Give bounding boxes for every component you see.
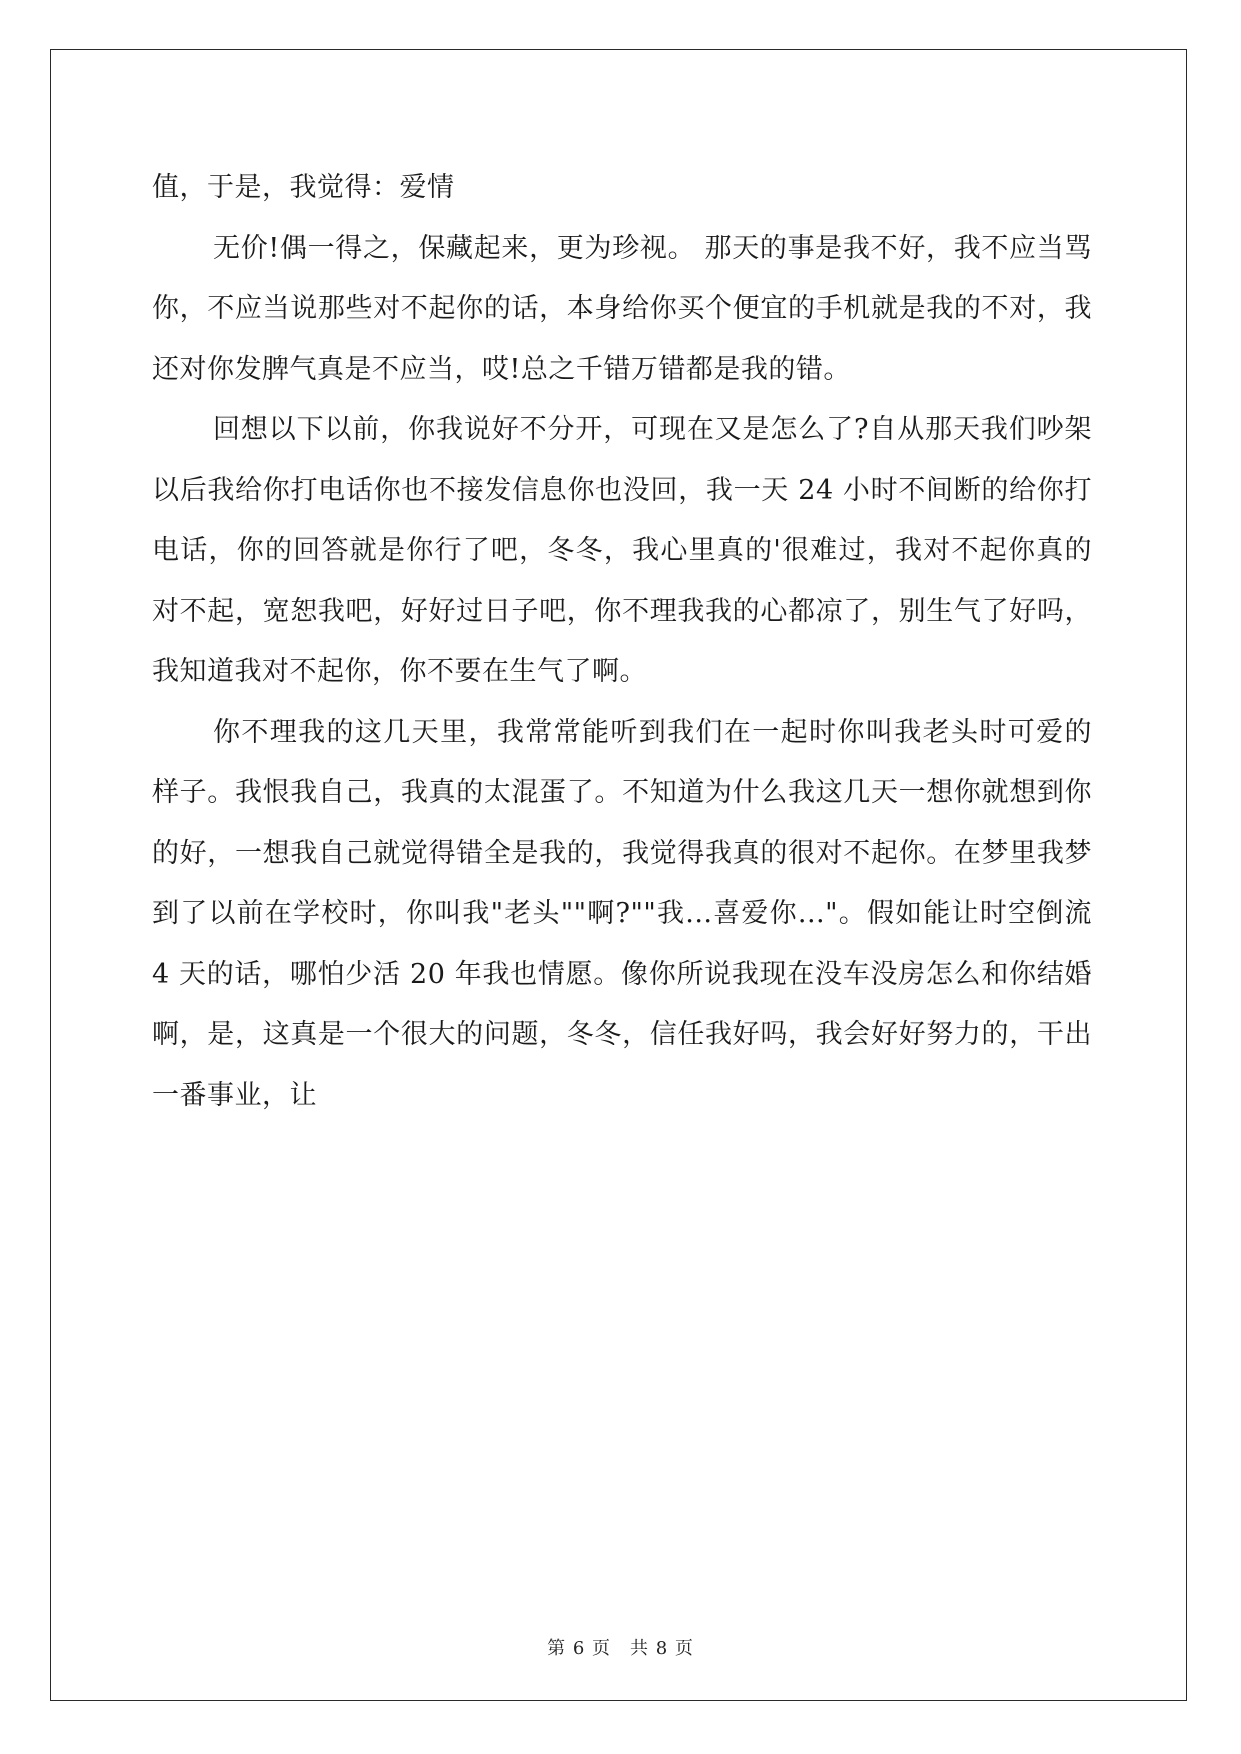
paragraph: 无价!偶一得之，保藏起来，更为珍视。 那天的事是我不好，我不应当骂你，不应当说那些对不起你的话，本身给你买个便宜的手机就是我的不对，我还对你发脾气真是不应当，哎!总之千错万错都是我的错。 <box>152 232 1092 385</box>
paragraph: 回想以下以前，你我说好不分开，可现在又是怎么了?自从那天我们吵架以后我给你打电话你也不接发信息你也没回，我一天 24 小时不间断的给你打电话，你的回答就是你行了吧，冬冬，我心里真的'很难过，我对不起你真的对不起，宽恕我吧，好好过日子吧，你不理我我的心都凉了，别生气了好吗，我知道我对不起你，你不要在生气了啊。 <box>152 414 1092 687</box>
document-body <box>152 158 1092 1126</box>
paragraph: 你不理我的这几天里，我常常能听到我们在一起时你叫我老头时可爱的样子。我恨我自己，我真的太混蛋了。不知道为什么我这几天一想你就想到你的好，一想我自己就觉得错全是我的，我觉得我真的很对不起你。在梦里我梦到了以前在学校时，你叫我"老头""啊?""我...喜爱你..."。假如能让时空倒流 4 天的话，哪怕少活 20 年我也情愿。像你所说我现在没车没房怎么和你结婚啊，是，这真是一个很大的问题，冬冬，信任我好吗，我会好好努力的，干出一番事业，让 <box>152 716 1092 1111</box>
paragraph-continuation: 值，于是，我觉得：爱情 <box>152 172 455 203</box>
page-number-footer: 第 6 页 共 8 页 <box>547 1638 694 1659</box>
